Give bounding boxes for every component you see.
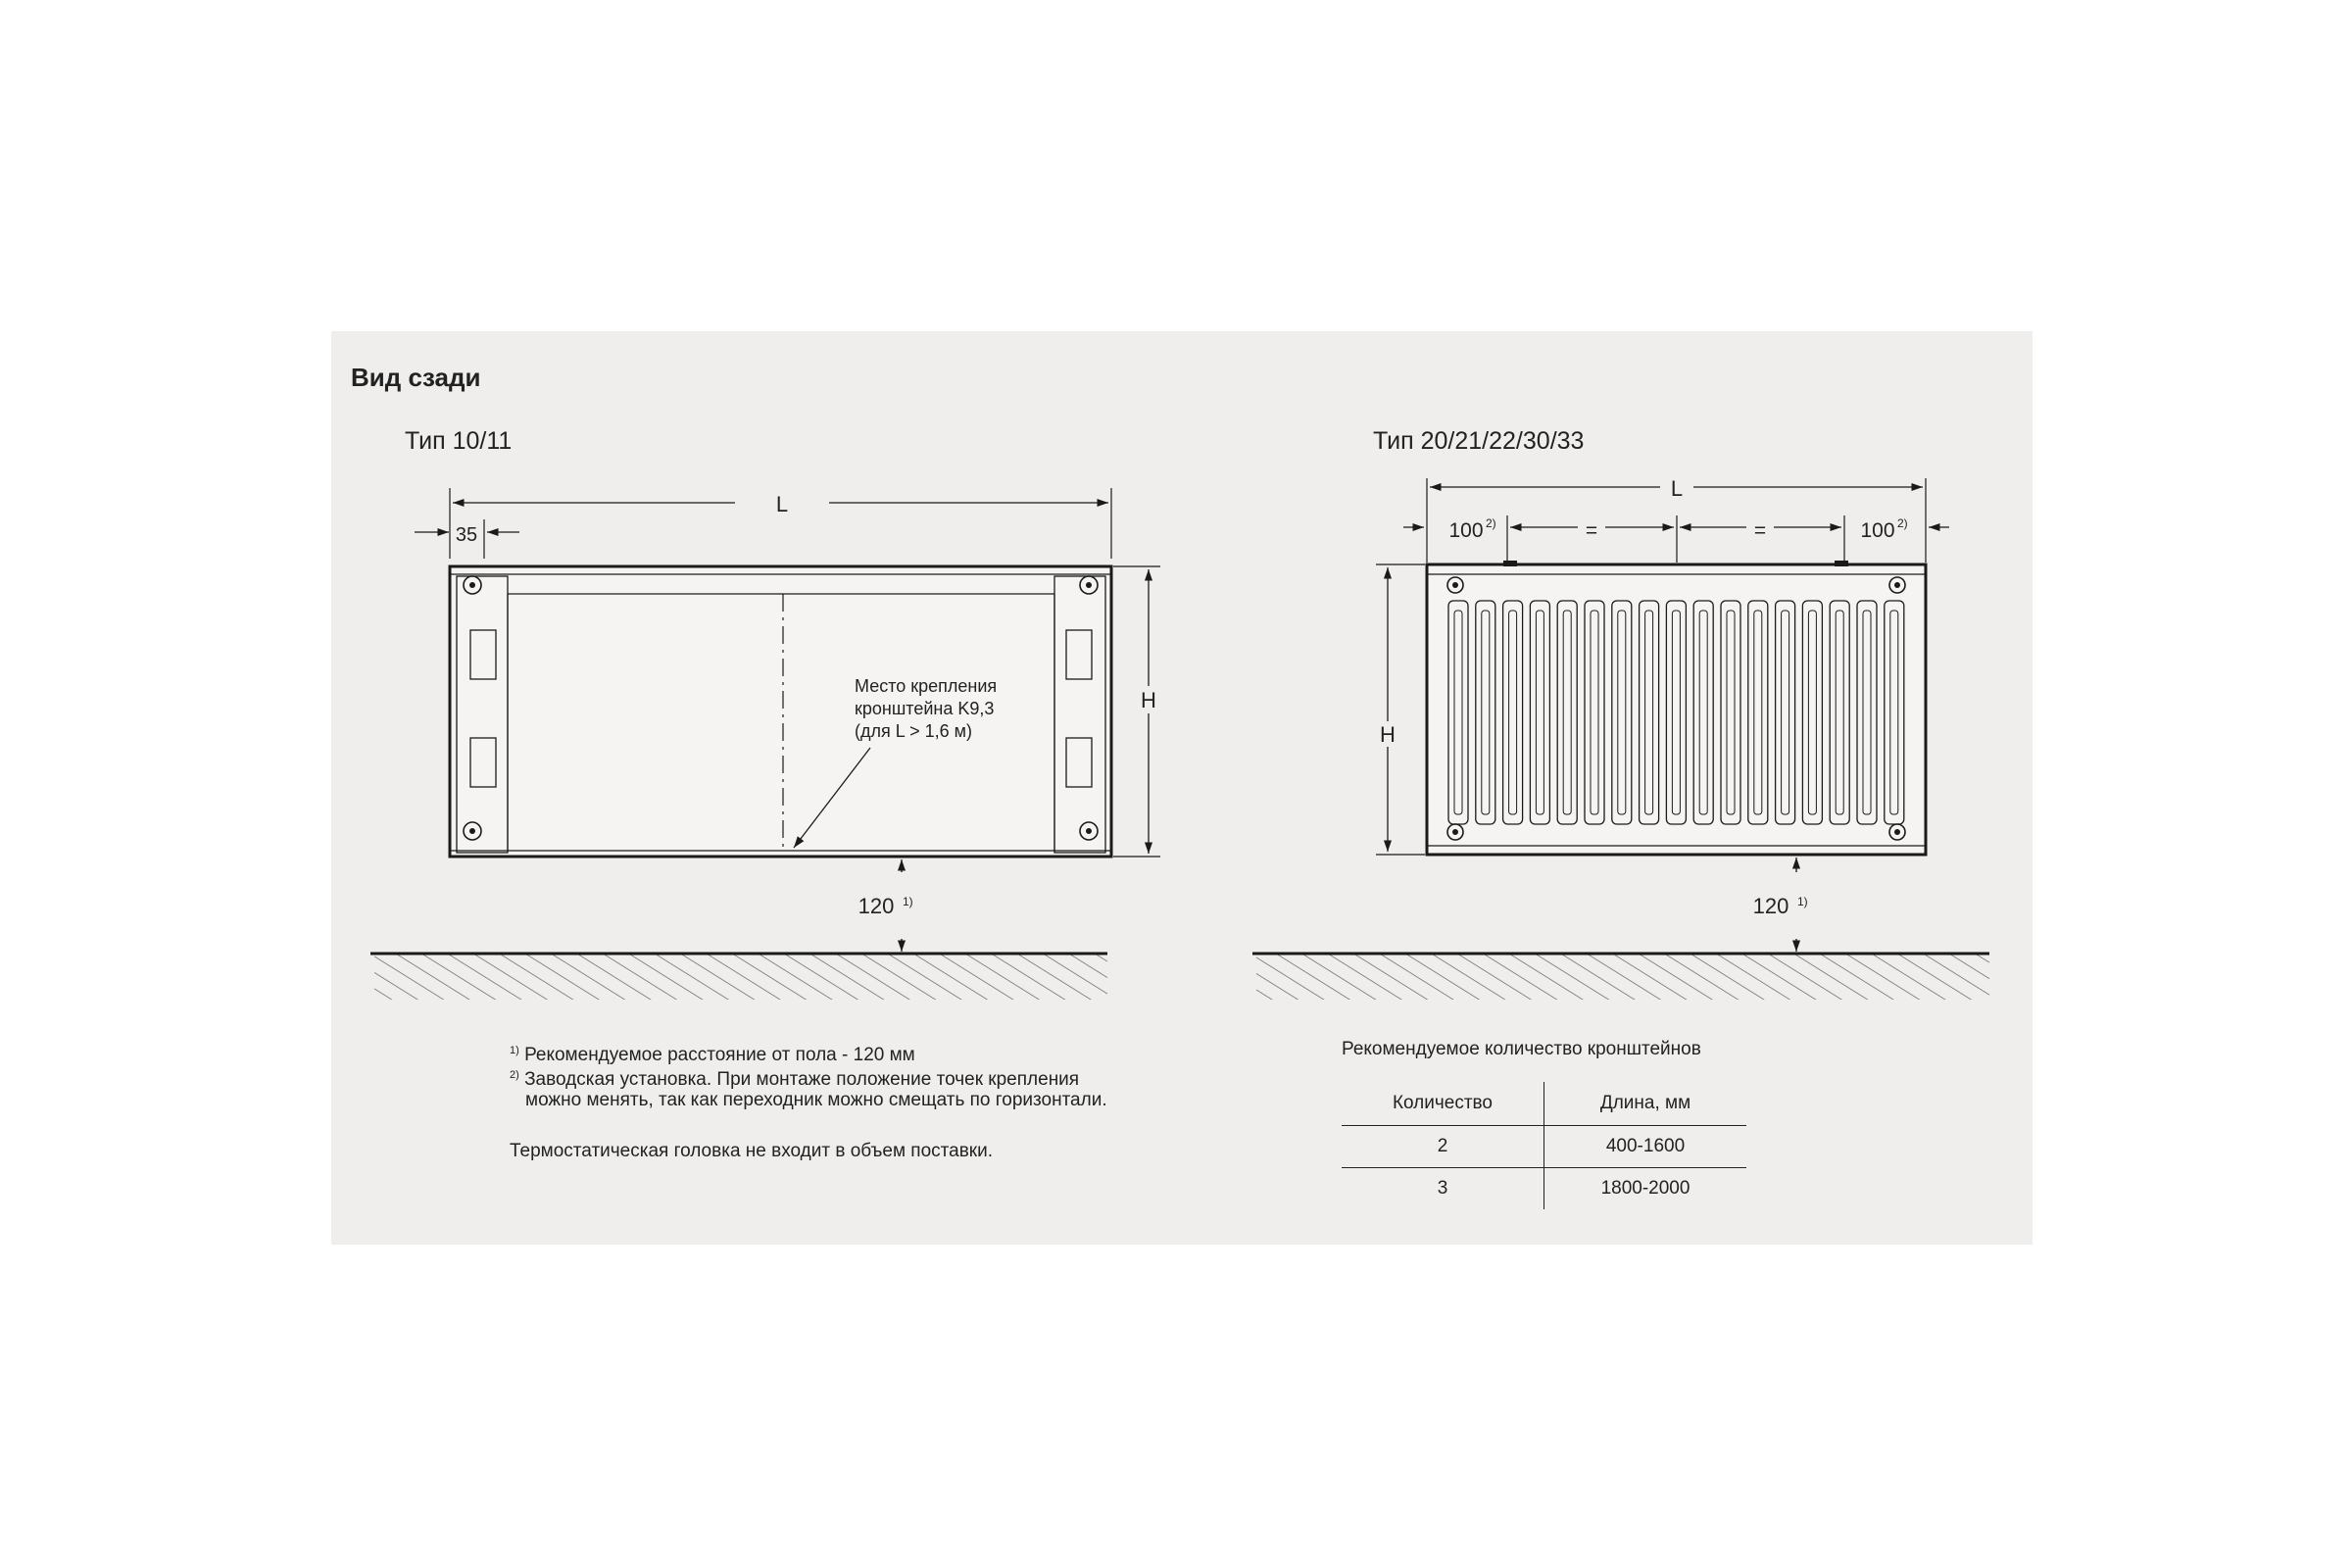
- right-length-label: L: [1670, 476, 1684, 501]
- footnote-1-ref: 1): [510, 1045, 519, 1056]
- footnote-1-text: Рекомендуемое расстояние от пола - 120 мм: [524, 1045, 915, 1065]
- thermostat-note: Термостатическая головка не входит в объем поставки.: [510, 1141, 994, 1161]
- table-header-length: Длина, мм: [1544, 1082, 1747, 1126]
- table-header-qty: Количество: [1342, 1082, 1544, 1126]
- footnote-2-line-1: Заводская установка. При монтаже положение точек крепления: [524, 1069, 1080, 1090]
- right-side-right-label: 100: [1860, 519, 1895, 542]
- table-row: [1342, 1126, 1746, 1168]
- right-floor-gap-label: 120: [1752, 894, 1789, 918]
- right-view: [1252, 427, 1989, 1000]
- drawing-heading: Вид сзади: [351, 363, 481, 392]
- callout-line-1: Место крепления: [855, 676, 998, 696]
- bracket-table: [1342, 1082, 1746, 1209]
- right-floor-gap-ref: 1): [1797, 895, 1808, 908]
- left-floor-gap-label: 120: [858, 894, 895, 918]
- left-height-label: H: [1141, 688, 1156, 712]
- table-cell-length: 1800-2000: [1600, 1178, 1690, 1199]
- right-view-title: Тип 20/21/22/30/33: [1373, 427, 1585, 455]
- callout-line-2: кронштейна K9,3: [855, 699, 995, 718]
- left-offset-label: 35: [455, 524, 478, 546]
- footnote-2-ref: 2): [510, 1069, 519, 1081]
- table-cell-qty: 3: [1342, 1168, 1544, 1210]
- table-cell-qty: 2: [1342, 1126, 1544, 1168]
- right-side-right-ref: 2): [1897, 516, 1908, 530]
- left-length-label: L: [775, 492, 789, 516]
- left-view-title: Тип 10/11: [405, 427, 513, 455]
- left-view: [370, 427, 1160, 1000]
- right-height-label: H: [1380, 722, 1396, 747]
- bracket-table-title: Рекомендуемое количество кронштейнов: [1342, 1039, 1701, 1059]
- table-header-row: [1342, 1082, 1746, 1126]
- table-cell-length: 400-1600: [1544, 1126, 1747, 1168]
- footnote-2-line-2: можно менять, так как переходник можно смещать по горизонтали.: [525, 1090, 1107, 1110]
- table-row: [1342, 1168, 1746, 1210]
- right-equal-1: =: [1585, 519, 1598, 542]
- drawing-panel: [331, 331, 2033, 1245]
- right-side-left-ref: 2): [1486, 516, 1496, 530]
- right-side-left-label: 100: [1448, 519, 1484, 542]
- left-floor-gap-ref: 1): [903, 895, 913, 908]
- right-equal-2: =: [1753, 519, 1767, 542]
- callout-line-3: (для L > 1,6 м): [855, 721, 972, 741]
